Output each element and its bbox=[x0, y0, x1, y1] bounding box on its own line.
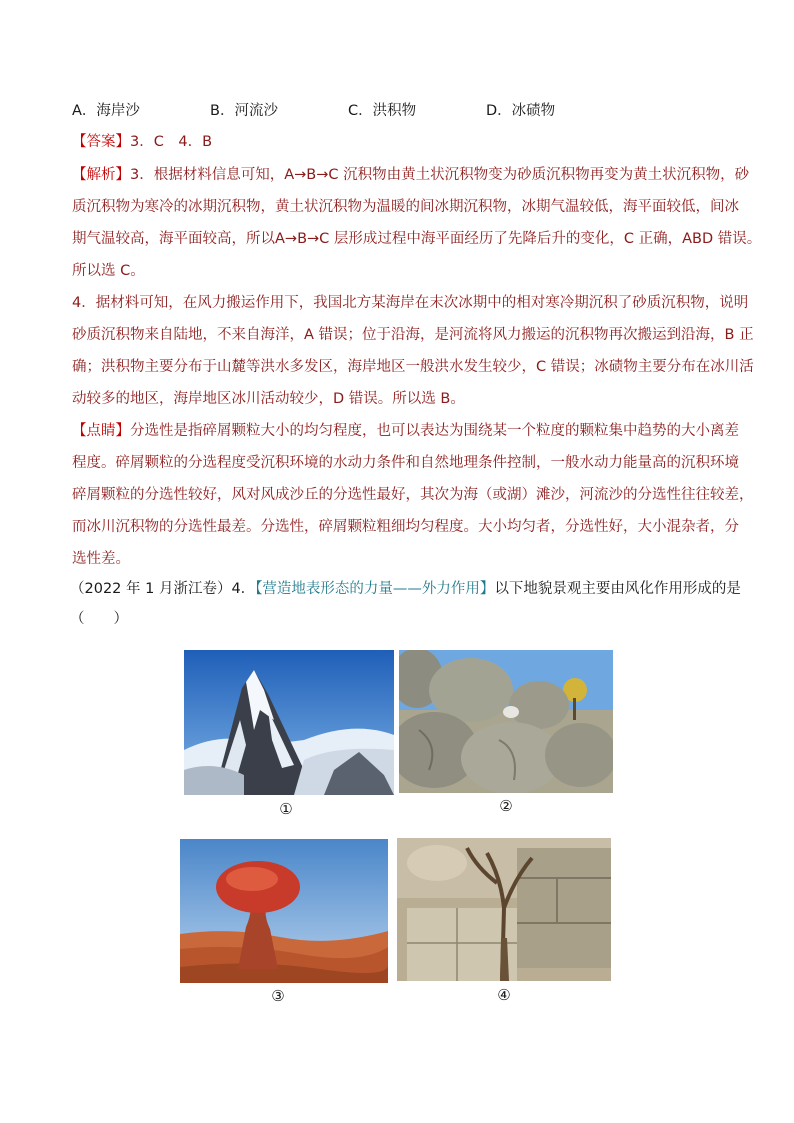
photo-2-label: ② bbox=[499, 797, 513, 815]
photo-2-boulders bbox=[399, 650, 613, 793]
question-topic: 【营造地表形态的力量——外力作用】 bbox=[255, 581, 495, 597]
analysis-line-3: 期气温较高，海平面较高，所以A→B→C 层形成过程中海平面经历了先降后升的变化，C 正确，ABD 错误。 bbox=[72, 231, 762, 247]
option-a: A．海岸沙 bbox=[72, 103, 140, 119]
analysis-tag: 【解析】 bbox=[72, 167, 130, 183]
option-b: B．河流沙 bbox=[210, 103, 278, 119]
question-stem: 以下地貌景观主要由风化作用形成的是 bbox=[494, 581, 741, 597]
analysis-line-5: 4．据材料可知，在风力搬运作用下，我国北方某海岸在末次冰期中的相对寒冷期沉积了砂质沉积物，说明 bbox=[72, 295, 749, 311]
photo-4-label: ④ bbox=[497, 986, 511, 1004]
option-c: C．洪积物 bbox=[348, 103, 417, 119]
analysis-line-8: 动较多的地区，海岸地区冰川活动较少，D 错误。所以选 B。 bbox=[72, 391, 465, 407]
photo-3-mushroom-rock bbox=[180, 839, 388, 983]
photo-3-label: ③ bbox=[271, 987, 285, 1005]
photo-1-snow-peak bbox=[184, 650, 394, 795]
analysis-line-2: 质沉积物为寒冷的冰期沉积物，黄土状沉积物为温暖的间冰期沉积物，冰期气温较低，海平面较低，间冰 bbox=[72, 199, 739, 215]
note-line-4: 而冰川沉积物的分选性最差。分选性，碎屑颗粒粗细均匀程度。大小均匀者，分选性好，大小混杂者，分 bbox=[72, 519, 739, 535]
analysis-line-1 bbox=[72, 165, 750, 185]
analysis-line-7: 确；洪积物主要分布于山麓等洪水多发区，海岸地区一般洪水发生较少，C 错误；冰碛物主要分布在冰川活 bbox=[72, 359, 754, 375]
note-line-1 bbox=[72, 421, 739, 441]
question-line bbox=[70, 579, 741, 599]
analysis-line-4: 所以选 C。 bbox=[72, 263, 145, 279]
question-source: （2022 年 1 月浙江卷）4． bbox=[70, 581, 256, 597]
answer-tag: 【答案】 bbox=[72, 134, 130, 150]
analysis-text-1: 3．根据材料信息可知，A→B→C 沉积物由黄土状沉积物变为砂质沉积物再变为黄土状沉积物，砂 bbox=[130, 167, 750, 183]
question-blank: （ ） bbox=[70, 611, 128, 627]
analysis-line-6: 砂质沉积物来自陆地，不来自海洋，A 错误；位于沿海，是河流将风力搬运的沉积物再次搬运到沿海，B 正 bbox=[72, 327, 754, 343]
options-row bbox=[72, 101, 732, 121]
photo-1-label: ① bbox=[279, 800, 293, 818]
note-line-5: 选性差。 bbox=[72, 551, 130, 567]
note-text-1: 分选性是指碎屑颗粒大小的均匀程度，也可以表达为围绕某一个粒度的颗粒集中趋势的大小离差 bbox=[130, 423, 739, 439]
option-d: D．冰碛物 bbox=[486, 103, 556, 119]
note-line-2: 程度。碎屑颗粒的分选程度受沉积环境的水动力条件和自然地理条件控制，一般水动力能量高的沉积环境 bbox=[72, 455, 739, 471]
note-line-3: 碎屑颗粒的分选性较好，风对风成沙丘的分选性最好，其次为海（或湖）滩沙，河流沙的分选性往往较差， bbox=[72, 487, 754, 503]
photo-4-tree-in-rock bbox=[397, 838, 611, 981]
answer-text: 3．C 4．B bbox=[130, 134, 213, 150]
note-tag: 【点睛】 bbox=[72, 423, 130, 439]
answer-line bbox=[72, 132, 732, 152]
